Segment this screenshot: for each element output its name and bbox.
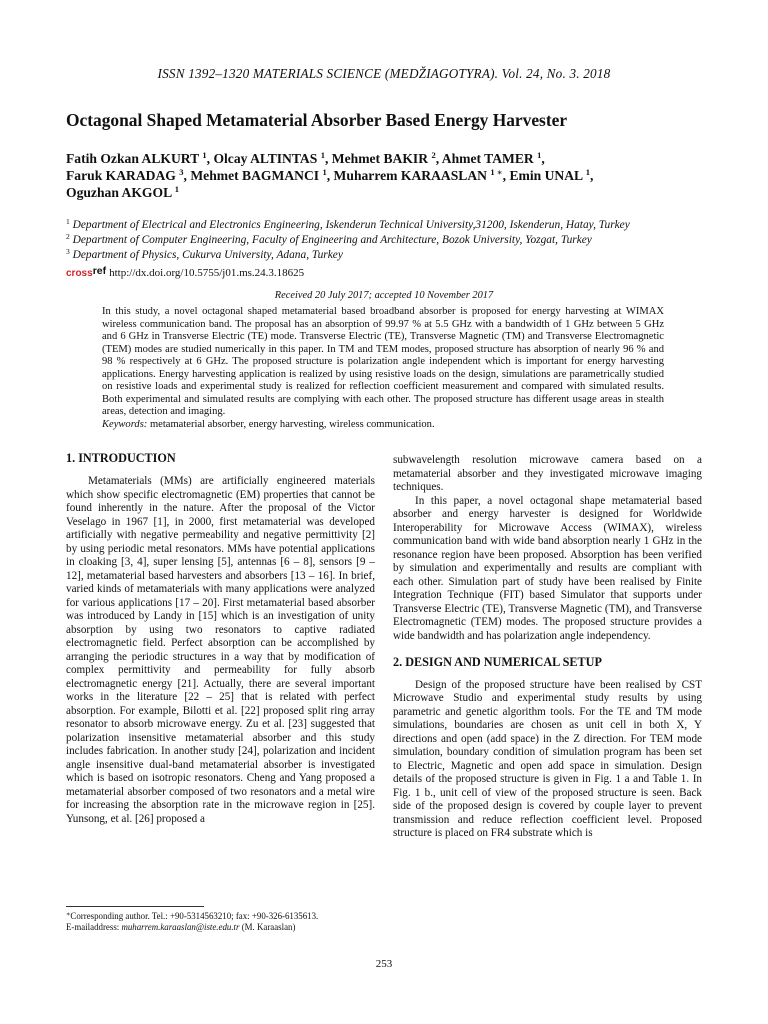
section-heading-introduction: 1. INTRODUCTION xyxy=(66,451,176,465)
keywords-label: Keywords: xyxy=(102,418,148,430)
abstract xyxy=(102,306,664,431)
affiliation: $^2$ Department of Computer Engineering, Faculty of Engineering and Architecture, Bozok University, Yozgat, Turkey xyxy=(66,232,592,246)
email-link[interactable]: muharrem.karaaslan@iste.edu.tr xyxy=(121,922,240,933)
author: Oguzhan AKGOL $^1$ xyxy=(66,184,180,200)
design-paragraph: Design of the proposed structure have been realised by CST Microwave Studio and experimental study results by using parametric and genetic algorithm tools. For the TE and TM mode simulations, boundaries are chosen as unit cell in both X, Y directions and open (add space) in the Z direction. For TEM mode simulation, boundary condition of simulation program has been set to Electric, Magnetic and open add space in simulation. Design details of the proposed structure is given in Fig. 1 a and Table 1. In Fig. 1 b., unit cell of view of the proposed structure is seen. Back side of the proposed design is covered by couple layer to prevent transmission and reduce reflection coefficient level. Proposed structure is placed on FR4 substrate which is xyxy=(393,678,702,840)
keywords: metamaterial absorber, energy harvesting, wireless communication. xyxy=(147,418,435,430)
author: Muharrem KARAASLAN $^{1 ∗}$, xyxy=(333,167,510,183)
left-column xyxy=(66,475,375,826)
crossref-logo: crossref xyxy=(66,265,107,279)
author: Olcay ALTINTAS $^1$, xyxy=(213,150,332,166)
journal-header: ISSN 1392–1320 MATERIALS SCIENCE (MEDŽIAGOTYRA). Vol. 24, No. 3. 2018 xyxy=(157,66,611,81)
introduction-paragraph: Metamaterials (MMs) are artificially engineered materials which show specific electromagnetic (EM) properties that cannot be found inherently in the nature. After the proposal of the Victor Veselago in 1967 [1], in 2000, first metamaterial was developed artificially with negative permeability and negative permittivity [2] by using periodic metal resonators. MMs have potential applications in cloaking [3, 4], super lensing [5], antennas [6 – 8], sensors [9 – 12], metamaterial based harvesters and absorbers [13 – 16]. In brief, varied kinds of metamaterials with many applications were analyzed for various applications [17 – 20]. First metamaterial based absorber was introduced by Landy in [15] which is an investigation of unity absorption by using two resonators to captive radiated electromagnetic field. Perfect absorption can be accomplished by arranging the periodic structures in a way that by modification of complex permittivity and permeability for fully absorb electromagnetic energy [21]. Actually, there are several important works in the literature [22 – 25] that is related with perfect absorption. For example, Bilotti et al. [22] proposed split ring array resonator to absorb microwave energy. Zu et al. [23] suggested that polarization insensitive metamaterial absorber and this study includes fabrication. In another study [24], polarization and incident angle insensitive dual-band metamaterial absorber is investigated which is based on isotropic resonators. Cheng and Yang proposed a metamaterial absorber composed of two resonators and a metal wire for increasing the absorption rate in the microwave region in [25]. Yunsong, et al. [26] proposed a xyxy=(66,475,375,825)
section-heading-design: 2. DESIGN AND NUMERICAL SETUP xyxy=(393,655,602,670)
author: Mehmet BAGMANCI $^1$, xyxy=(190,167,334,183)
article-title: Octagonal Shaped Metamaterial Absorber Based Energy Harvester xyxy=(66,110,568,130)
author: Emin UNAL $^1$, xyxy=(509,167,594,183)
author: Faruk KARADAG $^3$, xyxy=(66,167,191,183)
footnote-email: E-mailaddress: muharrem.karaaslan@iste.edu.tr (M. Karaaslan) xyxy=(66,922,296,933)
author: Mehmet BAKIR $^2$, xyxy=(331,150,442,166)
doi-line xyxy=(66,264,304,281)
footnote-rule xyxy=(66,906,204,907)
introduction-paragraph-2: In this paper, a novel octagonal shape metamaterial based absorber and energy harvester is designed for Worldwide Interoperability for Microwave Access (WIMAX), wireless communication band with wide band absorption nearly 1 GHz in the resonance region have been proposed. Absorption has been verified by simulation and experimentally and results are compliant with each other. Simulation part of study have been realised by Finite Integration Technique (FIT) based Simulator that supports under Transverse Electric (TE), Transverse Magnetic (TM), and Transverse Electromagnetic (TEM) modes. The proposed structure provides a wide bandwidth and has polarization angle independency. xyxy=(393,494,702,642)
author: Ahmet TAMER $^1$, xyxy=(441,150,545,166)
footnote xyxy=(66,911,386,934)
doi-link[interactable]: http://dx.doi.org/10.5755/j01.ms.24.3.18625 xyxy=(109,267,305,279)
affiliation: $^3$ Department of Physics, Cukurva University, Adana, Turkey xyxy=(66,247,343,261)
author: Fatih Ozkan ALKURT $^1$, xyxy=(66,150,214,166)
abstract-text: In this study, a novel octagonal shaped metamaterial based broadband absorber is proposed for energy harvesting at WIMAX wireless communication band. The proposal has an absorption of 99.97 % at 5.5 GHz with a bandwidth of 1 GHz between 5 GHz and 6 GHz in Transverse Electric (TE) mode. Transverse Electric (TE), Transverse Magnetic (TM) and Transverse Electromagnetic (TEM) modes are studied numerically in this paper. In TM and TEM modes, proposed structure has absorption of nearly 96 % and 98 % respectively at 6 GHz. The proposed structure is polarization angle independent which is important for energy harvesting applications. Energy harvesting application is realized by using resistive loads on the design, simulations are parametrically studied on resistive loads and experimental study is realized for reflection coefficient measurement and compared with simulated results. Both experimental and simulated results are complying with each other. The proposed structure has different usage areas in stealth areas, detection and imaging. xyxy=(102,306,664,418)
footnote-contact: ∗Corresponding author. Tel.: +90-5314563210; fax: +90-326-6135613. xyxy=(66,911,319,921)
introduction-paragraph-continued: subwavelength resolution microwave camera based on a metamaterial absorber and they investigated microwave imaging techniques. xyxy=(393,454,702,494)
page-number: 253 xyxy=(375,958,393,970)
received-dates: Received 20 July 2017; accepted 10 November 2017 xyxy=(274,290,494,301)
right-column xyxy=(393,454,702,841)
affiliation: $^1$ Department of Electrical and Electronics Engineering, Iskenderun Technical University,31200, Iskenderun, Hatay, Turkey xyxy=(66,217,630,231)
affiliations xyxy=(66,218,726,263)
author-list xyxy=(66,150,716,201)
